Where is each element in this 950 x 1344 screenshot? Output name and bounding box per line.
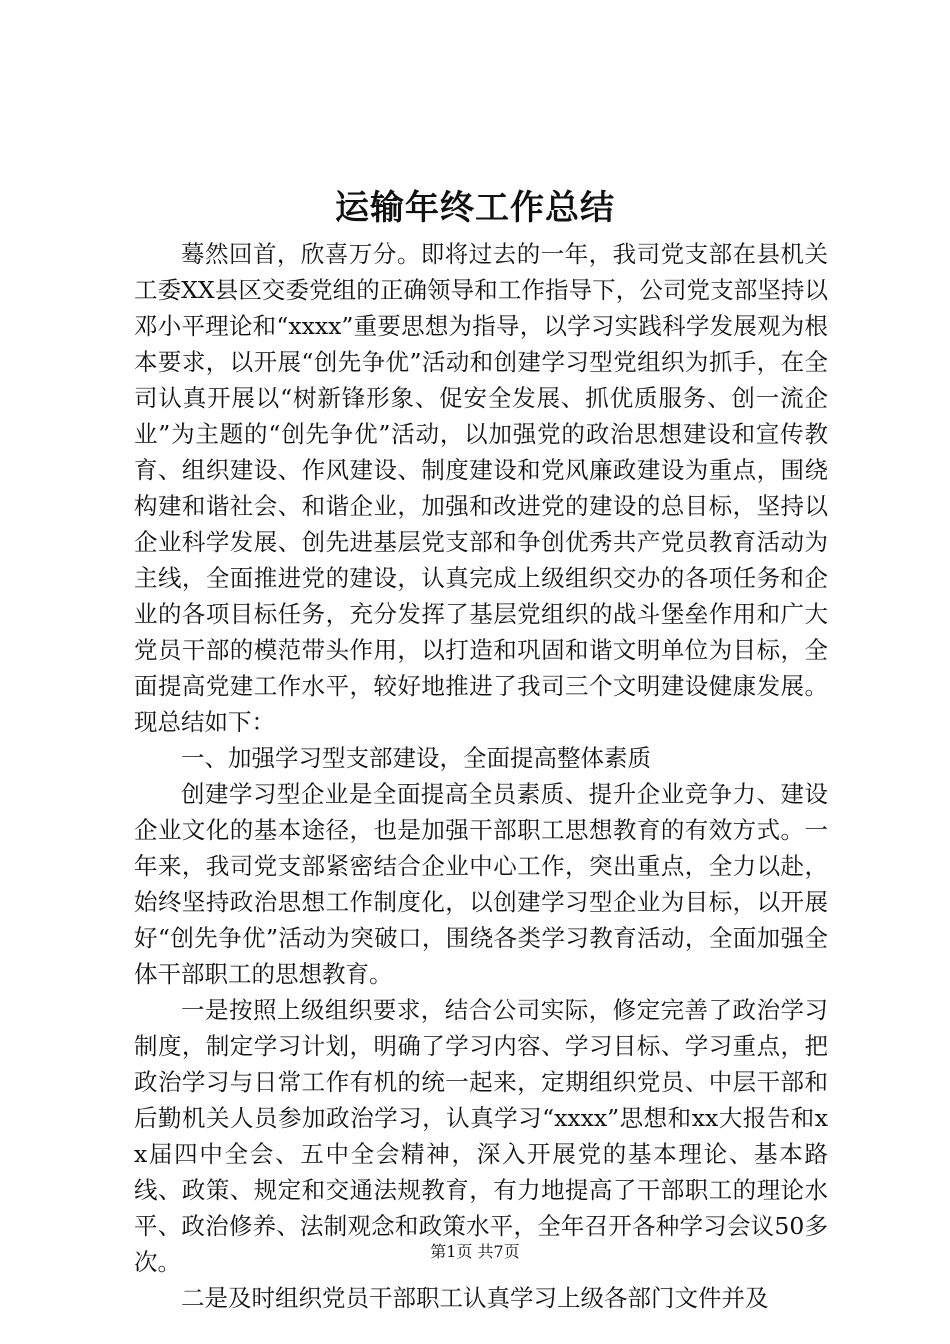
page-number-footer: 第1页 共7页: [430, 1242, 520, 1261]
paragraph-learning-org: 创建学习型企业是全面提高全员素质、提升企业竞争力、建设企业文化的基本途径，也是加强干部职工思想教育的有效方式。一年来，我司党支部紧密结合企业中心工作，突出重点，全力以赴，始终坚持政治思想工作制度化，以创建学习型企业为目标，以开展好“创先争优”活动为突破口，围绕各类学习教育活动，全面加强全体干部职工的思想教育。: [134, 780, 828, 988]
document-body: [134, 236, 828, 1316]
document-title: 运输年终工作总结: [335, 188, 615, 228]
section-heading-1: 一、加强学习型支部建设，全面提高整体素质: [181, 744, 651, 772]
paragraph-point-1: 一是按照上级组织要求，结合公司实际，修定完善了政治学习制度，制定学习计划，明确了学习内容、学习目标、学习重点，把政治学习与日常工作有机的统一起来，定期组织党员、中层干部和后勤机关人员参加政治学习，认真学习“xxxx”思想和xx大报告和xx届四中全会、五中全会精神，深入开展党的基本理论、基本路线、政策、规定和交通法规教育，有力地提高了干部职工的理论水平、政治修养、法制观念和政策水平，全年召开各种学习会议50多次。: [134, 996, 828, 1276]
paragraph-intro: 蓦然回首，欣喜万分。即将过去的一年，我司党支部在县机关工委XX县区交委党组的正确领导和工作指导下，公司党支部坚持以邓小平理论和“xxxx”重要思想为指导，以学习实践科学发展观为根本要求，以开展“创先争优”活动和创建学习型党组织为抓手，在全司认真开展以“树新锋形象、促安全发展、抓优质服务、创一流企业”为主题的“创先争优”活动，以加强党的政治思想建设和宣传教育、组织建设、作风建设、制度建设和党风廉政建设为重点，围绕构建和谐社会、和谐企业，加强和改进党的建设的总目标，坚持以企业科学发展、创先进基层党支部和争创优秀共产党员教育活动为主线，全面推进党的建设，认真完成上级组织交办的各项任务和企业的各项目标任务，充分发挥了基层党组织的战斗堡垒作用和广大党员干部的模范带头作用，以打造和巩固和谐文明单位为目标，全面提高党建工作水平，较好地推进了我司三个文明建设健康发展。现总结如下：: [134, 240, 828, 736]
paragraph-point-2: 二是及时组织党员干部职工认真学习上级各部门文件并及: [181, 1284, 769, 1312]
